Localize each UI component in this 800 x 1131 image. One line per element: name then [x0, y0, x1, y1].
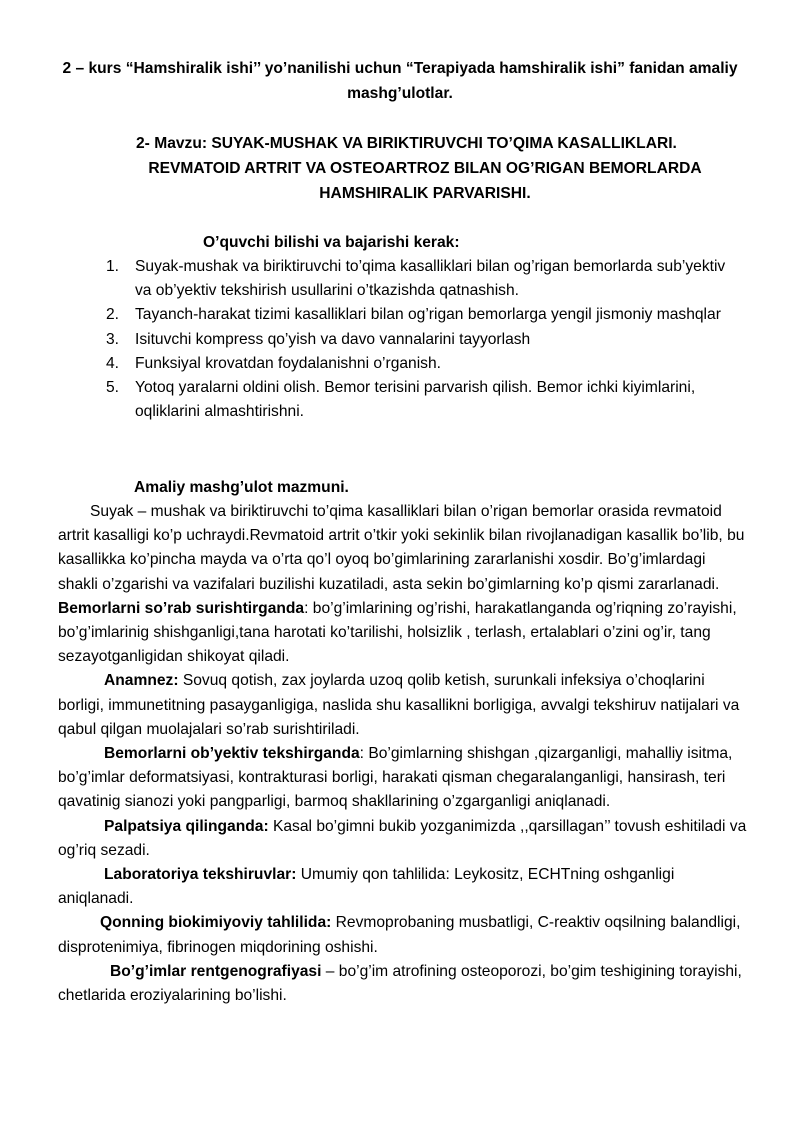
list-text: Funksiyal krovatdan foydalanishni o’rganish. — [135, 354, 441, 372]
xray-paragraph — [58, 960, 748, 1008]
paragraph-text: Umumiy qon tahlilida: Leykositz, ECHTning oshganligi aniqlanadi. — [58, 866, 675, 908]
list-item — [106, 303, 736, 327]
topic-heading — [130, 131, 720, 206]
topic-line-3: HAMSHIRALIK PARVARISHI. — [319, 185, 531, 202]
topic-line-2: REVMATOID ARTRIT VA OSTEOARTROZ BILAN OG’RIGAN BEMORLARDA — [148, 160, 702, 177]
content-heading: Amaliy mashg’ulot mazmuni. — [134, 479, 349, 496]
intro-paragraph: Suyak – mushak va biriktiruvchi to’qima kasalliklari bilan o’rigan bemorlar orasida revmatoid artrit kasalligi ko’p uchraydi.Revmatoid artrit o’tkir yoki sekinlik bilan rivojlanadigan kasallik bo’lib, bu kasallikka ko’pincha mayda va o’rta qo’l oyoq bo’gimlarining zararlanishi xosdir. Bo’g’imlardagi shakli o’zgarishi va vazifalari buzilishi kuzatiladi, asta sekin bo’gimlarning ko’p qismi zararlanadi. — [58, 503, 745, 593]
topic-line-1: 2- Mavzu: SUYAK-MUSHAK VA BIRIKTIRUVCHI TO’QIMA KASALLIKLARI. — [136, 135, 677, 152]
biochemistry-paragraph — [58, 911, 748, 959]
list-item — [106, 255, 736, 303]
content-body — [58, 500, 748, 1008]
paragraph-text: Revmoprobaning musbatligi, C-reaktiv oqsilning balandligi, disprotenimiya, fibrinogen miqdorining oshishi. — [58, 914, 741, 956]
paragraph-text: Sovuq qotish, zax joylarda uzoq qolib ketish, surunkali infeksiya o’choqlarini borligi, immunetitning pasayganligiga, naslida shu kasallikni borligiga, avvalgi tekshiruv natijalari va qabul qilgan muolajalari so’rab surishtiriladi. — [58, 672, 740, 738]
paragraph-lead: Anamnez: — [104, 672, 179, 690]
interview-paragraph — [58, 597, 748, 670]
list-text: Yotoq yaralarni oldini olish. Bemor terisini parvarish qilish. Bemor ichki kiyimlarini, oqliklarini almashtirishni. — [135, 379, 696, 421]
list-item — [106, 328, 736, 352]
paragraph-lead: Bo’g’imlar rentgenografiyasi — [110, 962, 322, 980]
list-number: 1. — [106, 258, 120, 275]
requirements-heading: O’quvchi bilishi va bajarishi kerak: — [203, 234, 460, 251]
requirements-list — [106, 255, 736, 424]
list-number: 4. — [106, 354, 120, 372]
paragraph-lead: Qonning biokimiyoviy tahlilida: — [100, 914, 332, 932]
paragraph-lead: Palpatsiya qilinganda: — [104, 817, 269, 835]
list-text: Tayanch-harakat tizimi kasalliklari bilan og’rigan bemorlarga yengil jismoniy mashqlar — [135, 306, 721, 324]
paragraph-text: : Bo’gimlarning shishgan ,qizarganligi, mahalliy isitma, bo’g’imlar deformatsiyasi, kontrakturasi borligi, harakati qisman chegaralanganligi, hansirash, teri qavatinig sianozi yoki pangparligi, barmoq shakllarining o’zgarganligi aniqlanadi. — [58, 745, 733, 811]
objective-exam-paragraph — [58, 742, 748, 815]
paragraph-text: Kasal bo’gimni bukib yozganimizda ,,qarsillagan’’ tovush eshitiladi va og’riq sezadi. — [58, 817, 747, 859]
laboratory-paragraph — [58, 863, 748, 911]
anamnez-paragraph — [58, 669, 748, 742]
paragraph-text: : bo’g’imlarining og’rishi, harakatlanganda og’riqning zo’rayishi, bo’g’imlarinig shishganligi,tana harotati ko’tarilishi, holsizlik , terlash, ertalablari o’zini og’ir, tang sezayotganligidan shikoyat qiladi. — [58, 599, 737, 666]
paragraph-lead: Bemorlarni so’rab surishtirganda — [58, 599, 305, 617]
list-number: 2. — [106, 306, 120, 324]
list-text: Isituvchi kompress qo’yish va davo vannalarini tayyorlash — [135, 330, 531, 348]
list-item — [106, 352, 736, 376]
paragraph-lead: Bemorlarni ob’yektiv tekshirganda — [104, 745, 360, 763]
list-item — [106, 376, 736, 424]
paragraph-lead: Laboratoriya tekshiruvlar: — [104, 866, 297, 884]
list-text: Suyak-mushak va biriktiruvchi to’qima kasalliklari bilan og’rigan bemorlarda sub’yektiv va ob’yektiv tekshirish usullarini o’tkazishda qatnashish. — [135, 258, 726, 300]
palpation-paragraph — [58, 815, 748, 863]
paragraph-text: – bo’g’im atrofining osteoporozi, bo’gim teshigining torayishi, chetlarida eroziyalarining bo’lishi. — [58, 962, 742, 1005]
list-number: 5. — [106, 379, 120, 397]
list-number: 3. — [106, 330, 120, 348]
document-title: 2 – kurs “Hamshiralik ishi’’ yo’nanilishi uchun “Terapiyada hamshiralik ishi” fanidan amaliy mashg’ulotlar. — [62, 60, 738, 102]
